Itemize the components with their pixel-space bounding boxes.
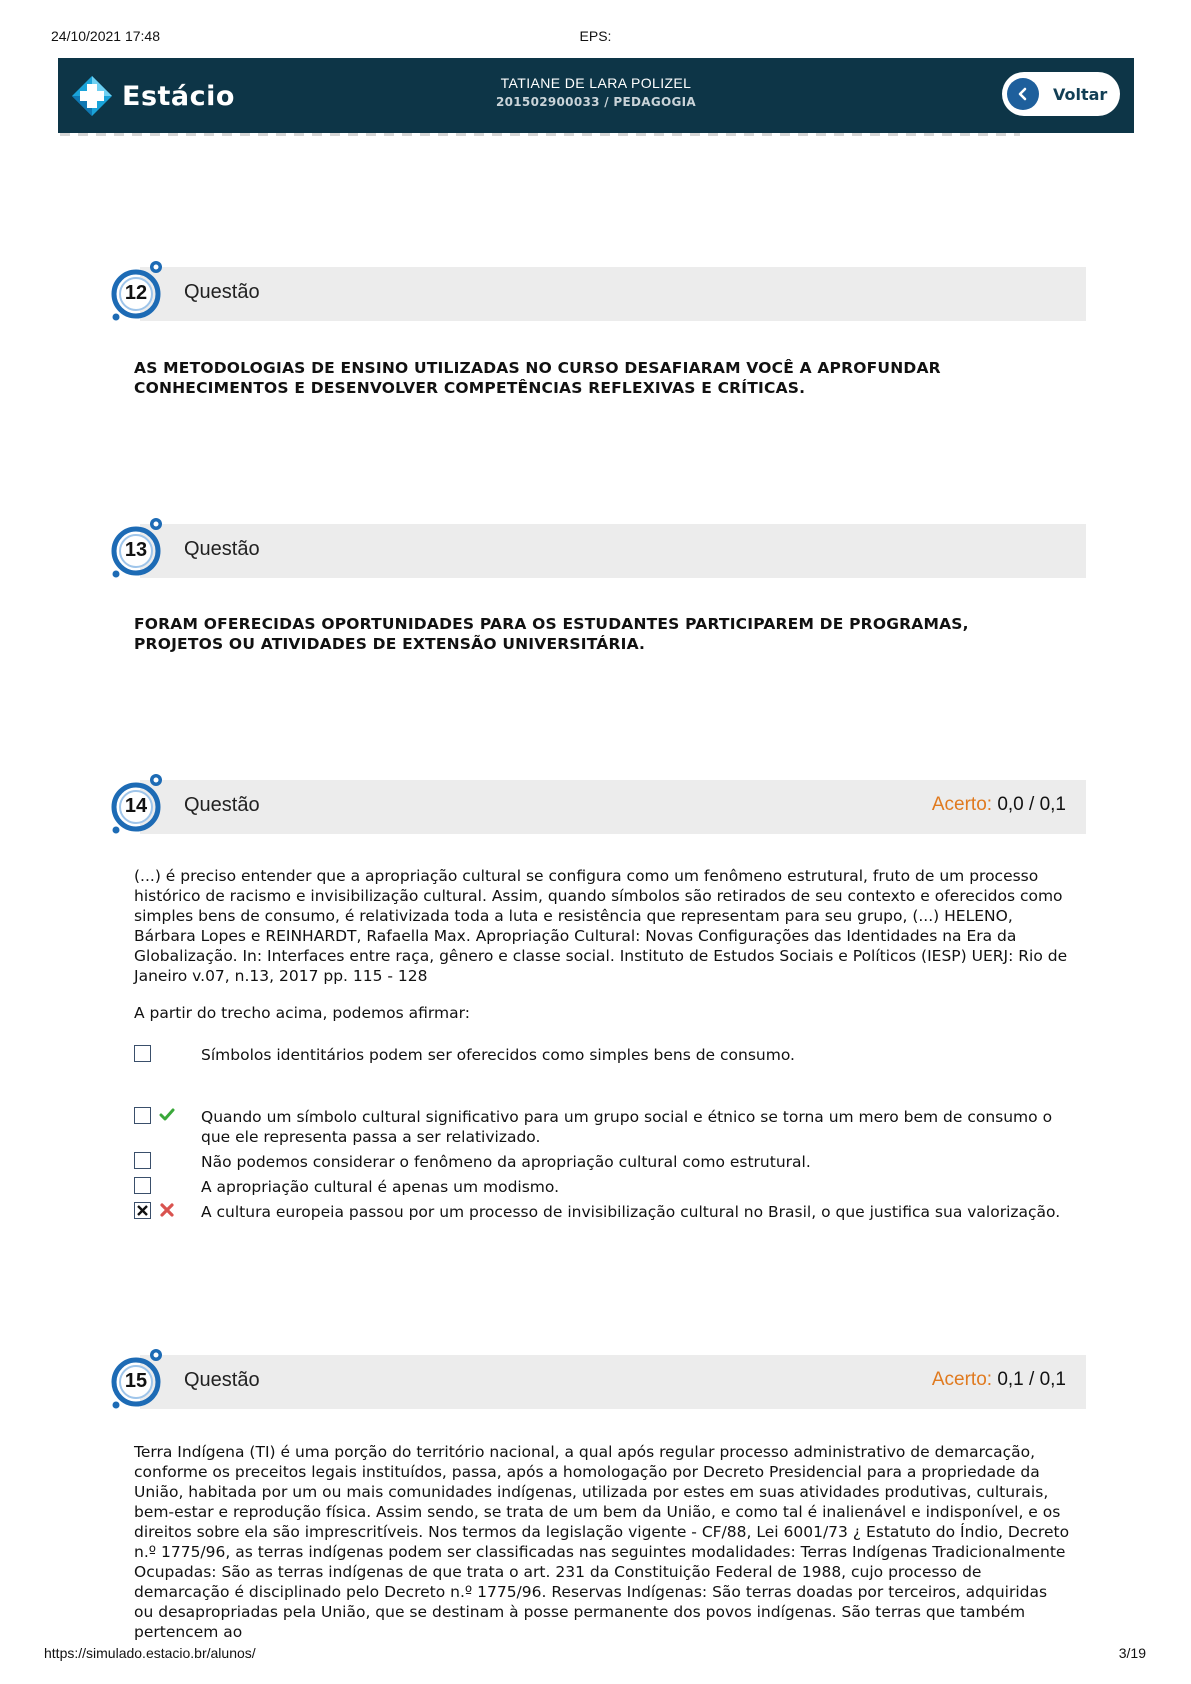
answer-option-text: Não podemos considerar o fenômeno da apropriação cultural como estrutural.	[201, 1153, 811, 1171]
x-mark-icon	[135, 1203, 150, 1218]
question-12-text: AS METODOLOGIAS DE ENSINO UTILIZADAS NO CURSO DESAFIARAM VOCÊ A APROFUNDAR CONHECIMENTOS E DESENVOLVER COMPETÊNCIAS REFLEXIVAS E CRÍTICAS.	[134, 359, 941, 397]
score-label: Acerto:	[931, 1369, 993, 1390]
print-datetime: 24/10/2021 17:48	[51, 28, 160, 44]
question-15-passage: Terra Indígena (TI) é uma porção do território nacional, a qual após regular processo administrativo de demarcação, conforme os preceitos legais instituídos, passa, após a homologação por Decreto Presidencial para a propriedade da União, habitada por um ou mais comunidades indígenas, utilizada por estes em suas atividades produtivas, culturais, bem-estar e reprodução física. Assim sendo, se trata de um bem da União, e como tal é inalienável e indisponível, e os direitos sobre ela são imprescritíveis. Nos termos da legislação vigente - CF/88, Lei 6001/73 ¿ Estatuto do Índio, Decreto n.º 1775/96, as terras indígenas podem ser classificadas nas seguintes modalidades: Terras Indígenas Tradicionalmente Ocupadas: São as terras indígenas de que trata o art. 231 da Constituição Federal de 1988, cujo processo de demarcação é disciplinado pelo Decreto n.º 1775/96. Reservas Indígenas: São terras doadas por terceiros, adquiridas ou desapropriadas pela União, que se destinam à posse permanente dos povos indígenas. São terras que também pertencem ao	[134, 1443, 1070, 1641]
user-name: TATIANE DE LARA POLIZEL	[500, 75, 692, 91]
back-button[interactable]	[1002, 72, 1120, 116]
answer-checkbox[interactable]	[134, 1045, 151, 1062]
cropped-text-strip	[60, 133, 1020, 136]
question-score	[932, 1369, 1066, 1391]
question-12-header	[110, 255, 1086, 313]
user-id-course: 201502900033 / PEDAGOGIA	[495, 95, 697, 109]
question-title: Questão	[184, 1369, 260, 1391]
print-url: https://simulado.estacio.br/alunos/	[44, 1645, 256, 1661]
question-14-header	[110, 768, 1086, 826]
answer-option-text: A apropriação cultural é apenas um modismo.	[201, 1178, 560, 1196]
user-info	[58, 75, 1134, 109]
question-number: 13	[124, 539, 148, 561]
question-title: Questão	[184, 538, 260, 560]
chevron-left-icon	[1007, 78, 1039, 110]
score-value: 0,1 / 0,1	[997, 1369, 1066, 1390]
question-14-passage: (...) é preciso entender que a apropriação cultural se configura como um fenômeno estrutural, fruto de um processo histórico de racismo e invisibilização cultural. Assim, quando símbolos são retirados de seu contexto e oferecidos como simples bens de consumo, é relativizada toda a luta e resistência que representam para seu grupo, (...) HELENO, Bárbara Lopes e REINHARDT, Rafaella Max. Apropriação Cultural: Novas Configurações das Identidades na Era da Globalização. In: Interfaces entre raça, gênero e classe social. Instituto de Estudos Sociais e Políticos (IESP) UERJ: Rio de Janeiro v.07, n.13, 2017 pp. 115 - 128	[134, 867, 1068, 985]
question-number: 12	[124, 282, 148, 304]
answer-checkbox-checked[interactable]	[134, 1202, 151, 1219]
question-15-header	[110, 1343, 1086, 1401]
question-number: 14	[124, 795, 148, 817]
answer-option-text: A cultura europeia passou por um processo de invisibilização cultural no Brasil, o que justifica sua valorização.	[201, 1203, 1061, 1221]
answer-option-text: Símbolos identitários podem ser oferecidos como simples bens de consumo.	[201, 1046, 795, 1064]
answer-checkbox[interactable]	[134, 1177, 151, 1194]
logo-text: Estácio	[122, 80, 235, 112]
top-bar	[58, 58, 1134, 133]
wrong-x-icon	[159, 1202, 175, 1218]
question-13-text: FORAM OFERECIDAS OPORTUNIDADES PARA OS ESTUDANTES PARTICIPAREM DE PROGRAMAS, PROJETOS OU ATIVIDADES DE EXTENSÃO UNIVERSITÁRIA.	[134, 615, 969, 653]
score-label: Acerto:	[931, 794, 993, 815]
question-title: Questão	[184, 281, 260, 303]
answer-option-text: Quando um símbolo cultural significativo para um grupo social e étnico se torna um mero bem de consumo o que ele representa passa a ser relativizado.	[201, 1108, 1053, 1146]
back-button-label: Voltar	[1053, 84, 1108, 104]
correct-check-icon	[159, 1107, 175, 1123]
answer-checkbox[interactable]	[134, 1152, 151, 1169]
question-title: Questão	[184, 794, 260, 816]
score-value: 0,0 / 0,1	[997, 794, 1066, 815]
question-score	[932, 794, 1066, 816]
answer-checkbox[interactable]	[134, 1107, 151, 1124]
question-number: 15	[124, 1370, 148, 1392]
print-title: EPS:	[579, 28, 612, 44]
question-header-bar	[140, 267, 1086, 321]
print-page-number: 3/19	[1118, 1645, 1146, 1661]
question-14-prompt: A partir do trecho acima, podemos afirmar:	[134, 1004, 470, 1022]
question-header-bar	[140, 524, 1086, 578]
question-13-header	[110, 512, 1086, 570]
